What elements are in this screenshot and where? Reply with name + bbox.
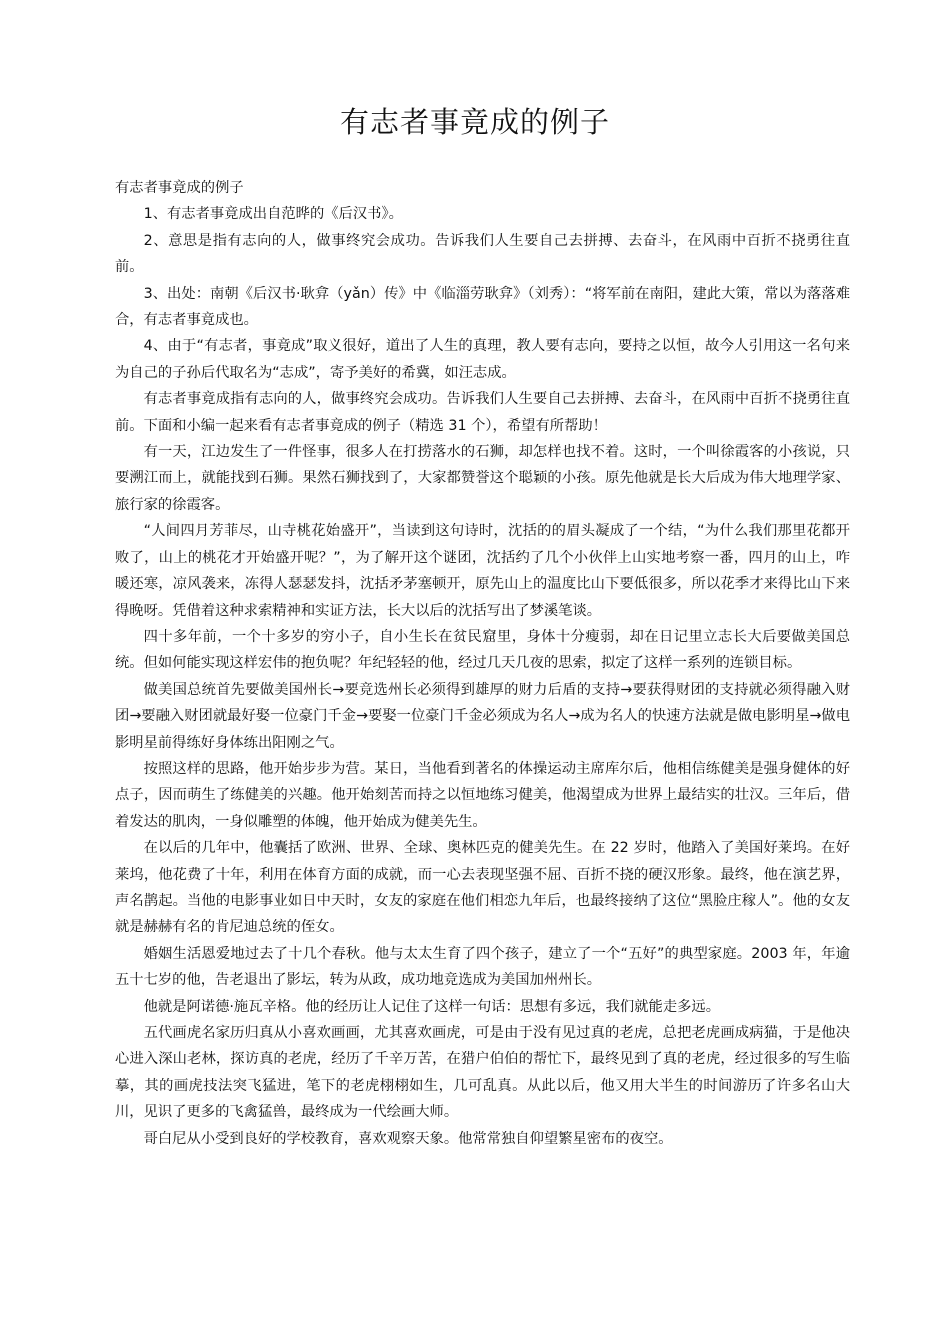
paragraph-poor-boy: 四十多年前，一个十多岁的穷小子，自小生长在贫民窟里，身体十分瘦弱，却在日记里立志长大后要做美国总统。但如何能实现这样宏伟的抱负呢？年纪轻轻的他，经过几天几夜的思索，拟定了这样一系列的连锁目标。 [115,628,850,672]
page-title: 有志者事竟成的例子 [339,105,610,139]
document-body [115,175,850,1152]
paragraph-marriage: 婚姻生活恩爱地过去了十几个春秋。他与太太生育了四个孩子，建立了一个“五好”的典型家庭。2003 年，年逾五十七岁的他，告老退出了影坛，转为从政，成功地竞选成为美国加州州长。 [115,945,850,989]
paragraph-hollywood: 在以后的几年中，他囊括了欧洲、世界、全球、奥林匹克的健美先生。在 22 岁时，他踏入了美国好莱坞。在好莱坞，他花费了十年，利用在体育方面的成就，而一心去表现坚强不屈、百折不挠的硬汉形象。最终，他在演艺界，声名鹊起。当他的电影事业如日中天时，女友的家庭在他们相恋九年后，也最终接纳了这位“黑脸庄稼人”。他的女友就是赫赫有名的肯尼迪总统的侄女。 [115,840,850,936]
paragraph-4-naming: 4、由于“有志者，事竟成”取义很好，道出了人生的真理，教人要有志向，要持之以恒，故今人引用这一名句来为自己的子孙后代取名为“志成”，寄予美好的希冀，如汪志成。 [115,338,850,381]
paragraph-schwarzenegger: 他就是阿诺德·施瓦辛格。他的经历让人记住了这样一句话：思想有多远，我们就能走多远。 [143,998,721,1015]
paragraph-bodybuilding: 按照这样的思路，他开始步步为营。某日，当他看到著名的体操运动主席库尔后，他相信练健美是强身健体的好点子，因而萌生了练健美的兴趣。他开始刻苦而持之以恒地练习健美，他渴望成为世界上最结实的壮汉。三年后，借着发达的肌肉，一身似雕塑的体魄，他开始成为健美先生。 [115,760,850,830]
paragraph-tiger-painter: 五代画虎名家历归真从小喜欢画画，尤其喜欢画虎，可是由于没有见过真的老虎，总把老虎画成病猫，于是他决心进入深山老林，探访真的老虎，经历了千辛万苦，在猎户伯伯的帮忙下，最终见到了真的老虎，经过很多的写生临摹，其的画虎技法突飞猛进，笔下的老虎栩栩如生，几可乱真。从此以后，他又用大半生的时间游历了许多名山大川，见识了更多的飞禽猛兽，最终成为一代绘画大师。 [115,1025,850,1121]
paragraph-intro: 有志者事竟成指有志向的人，做事终究会成功。告诉我们人生要自己去拼搏、去奋斗，在风雨中百折不挠勇往直前。下面和小编一起来看有志者事竟成的例子（精选 31 个），希望有所帮助！ [115,391,850,434]
paragraph-3-source: 3、出处：南朝《后汉书·耿弇（yǎn）传》中《临淄劳耿弇》（刘秀）：“将军前在南阳，建此大策，常以为落落难合，有志者事竟成也。 [115,285,850,329]
paragraph-copernicus: 哥白尼从小受到良好的学校教育，喜欢观察天象。他常常独自仰望繁星密布的夜空。 [143,1130,673,1147]
paragraph-goal-chain: 做美国总统首先要做美国州长→要竞选州长必须得到雄厚的财力后盾的支持→要获得财团的支持就必须得融入财团→要融入财团就最好娶一位豪门千金→要娶一位豪门千金必须成为名人→成为名人的快速方法就是做电影明星→做电影明星前得练好身体练出阳刚之气。 [115,681,850,751]
paragraph-2-meaning: 2、意思是指有志向的人，做事终究会成功。告诉我们人生要自己去拼搏、去奋斗，在风雨中百折不挠勇往直前。 [115,232,850,276]
paragraph-1-origin: 1、有志者事竟成出自范晔的《后汉书》。 [143,206,403,223]
paragraph-shen-kuo: “人间四月芳菲尽，山寺桃花始盛开”，当读到这句诗时，沈括的的眉头凝成了一个结，“为什么我们那里花都开败了，山上的桃花才开始盛开呢？”，为了解开这个谜团，沈括约了几个小伙伴上山实地考察一番，四月的山上，咋暖还寒，凉风袭来，冻得人瑟瑟发抖，沈括矛茅塞顿开，原先山上的温度比山下要低很多，所以花季才来得比山下来得晚呀。凭借着这种求索精神和实证方法，长大以后的沈括写出了梦溪笔谈。 [115,523,850,619]
paragraph-xu-xiake: 有一天，江边发生了一件怪事，很多人在打捞落水的石狮，却怎样也找不着。这时，一个叫徐霞客的小孩说，只要溯江而上，就能找到石狮。果然石狮找到了，大家都赞誉这个聪颖的小孩。原先他就是长大后成为伟大地理学家、旅行家的徐霞客。 [115,444,850,513]
paragraph-subtitle: 有志者事竟成的例子 [115,180,244,196]
